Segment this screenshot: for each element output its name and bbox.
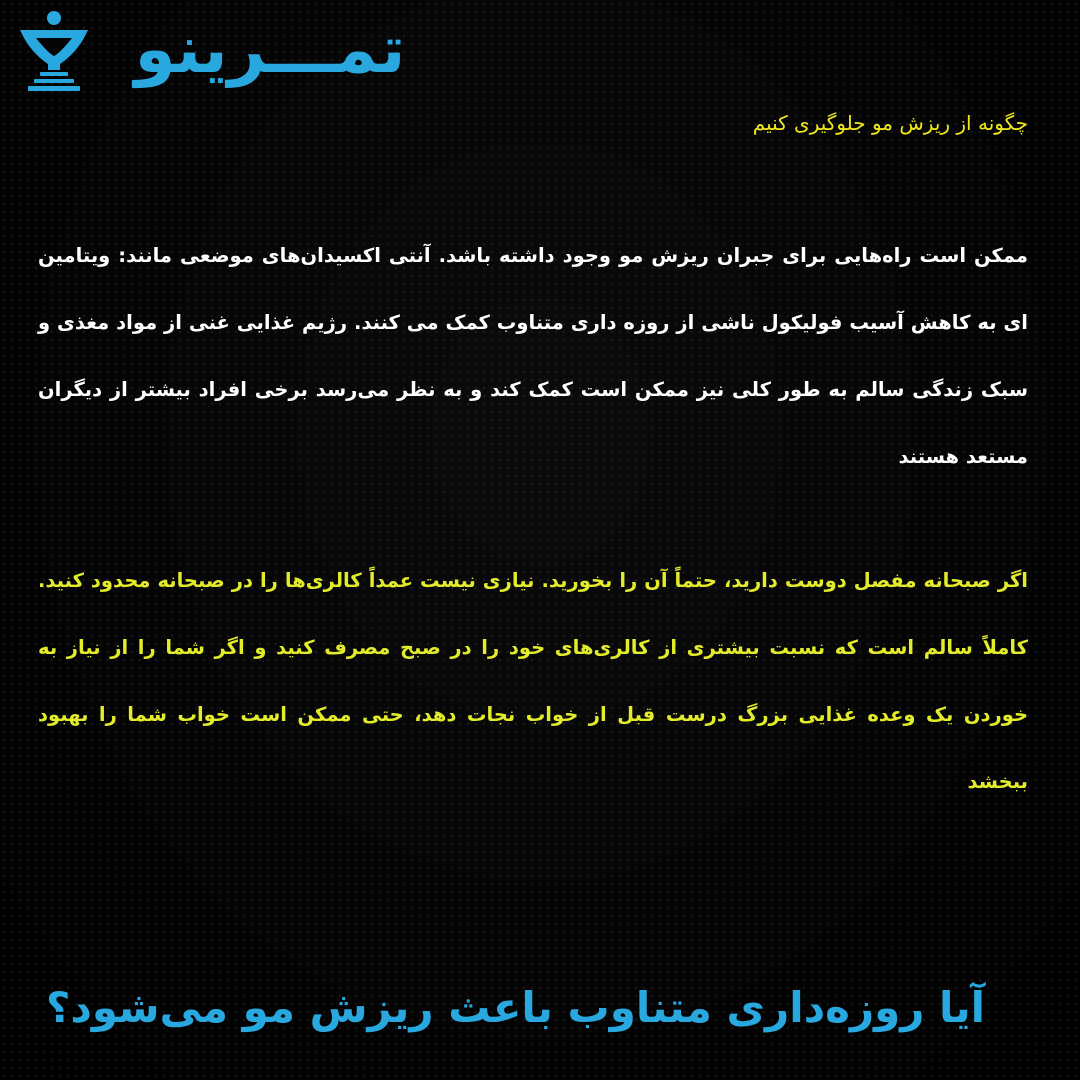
paragraph-intro: ممکن است راه‌هایی برای جبران ریزش مو وجود داشته باشد. آنتی اکسیدان‌های موضعی مانند: ویتامین ای به کاهش آسیب فولیکول ناشی از روزه داری متناوب کمک می کنند. رژیم غذایی غنی از مواد مغذی و سبک زندگی سالم به طور کلی نیز ممکن است کمک کند و به نظر می‌رسد برخی افراد بیشتر از دیگران مستعد هستند [38, 244, 1028, 468]
paragraph-breakfast: اگر صبحانه مفصل دوست دارید، حتماً آن را بخورید. نیازی نیست عمداً کالری‌ها را در صبحانه محدود کنید. کاملاً سالم است که نسبت بیشتری از کالری‌های خود را در صبح مصرف کنید و اگر شما را از نیاز به خوردن یک وعده غذایی بزرگ درست قبل از خواب نجات دهد، حتی ممکن است خواب شما را بهبود ببخشد [38, 569, 1028, 793]
brand-name: تمـــرینو [134, 11, 406, 88]
footer-title: آیا روزه‌داری متناوب باعث ریزش مو می‌شود؟ [45, 983, 985, 1032]
trophy-cup-icon [14, 8, 94, 98]
brand-logo [14, 8, 444, 98]
article-heading: چگونه از ریزش مو جلوگیری کنیم [752, 111, 1028, 135]
